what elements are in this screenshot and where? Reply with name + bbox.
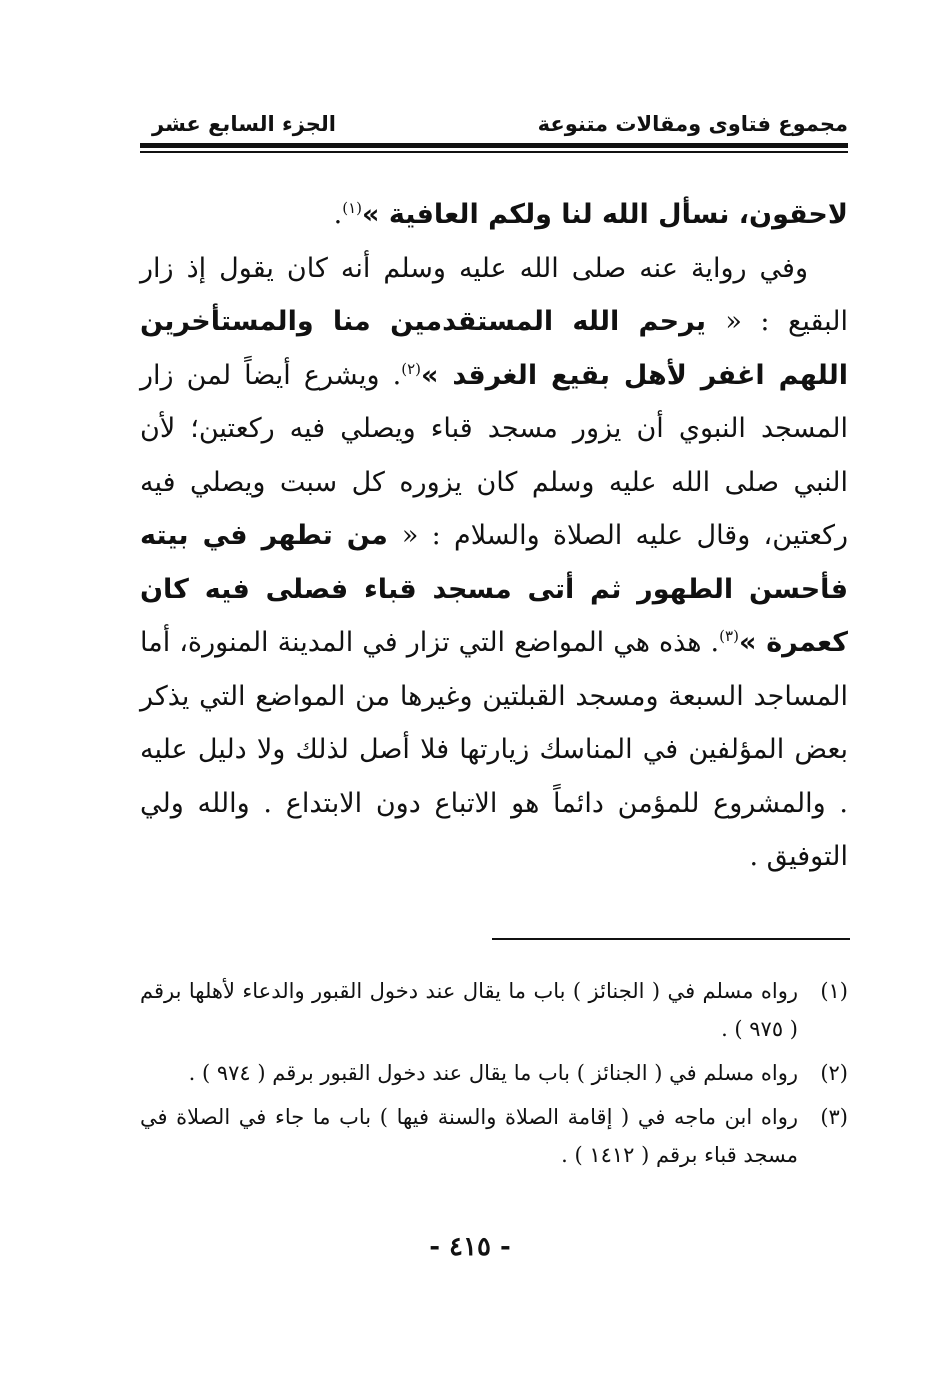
footnotes [140, 972, 848, 1180]
footnote-number: (١) [820, 979, 848, 1003]
paragraph-2-end: . هذه هي المواضع التي تزار في المدينة المنورة، أما المساجد السبعة ومسجد القبلتين وغيرها من المواضع التي يذكر بعض المؤلفين في المناسك زيارتها فلا أصل لذلك ولا دليل عليه . والمشروع للمؤمن دائماً هو الاتباع دون الابتداع . والله ولي التوفيق . [140, 627, 848, 872]
footnote-number: (٣) [820, 1105, 848, 1129]
running-header [140, 108, 848, 142]
hadith-quote-3: من تطهر في بيته فأحسن الطهور ثم أتى مسجد قباء فصلى فيه كان كعمرة » [140, 520, 849, 658]
header-rule-thin [140, 151, 848, 153]
paragraph-2-middle: . ويشرع أيضاً لمن زار المسجد النبوي أن يزور مسجد قباء ويصلي فيه ركعتين؛ لأن النبي صلى الله عليه وسلم كان يزوره كل سبت ويصلي فيه ركعتين، وقال عليه الصلاة والسلام : « [140, 359, 848, 551]
footnote-ref-1[interactable]: (١) [342, 199, 363, 217]
page-number: - ٤١٥ - [429, 1232, 511, 1262]
paragraph-2 [140, 242, 848, 884]
footnote-text: رواه ابن ماجه في ( إقامة الصلاة والسنة فيها ) باب ما جاء في الصلاة في مسجد قباء برقم ( ١٤١٢ ) . [140, 1105, 798, 1167]
footnote-number: (٢) [820, 1061, 848, 1085]
footnote-text: رواه مسلم في ( الجنائز ) باب ما يقال عند دخول القبور برقم ( ٩٧٤ ) . [188, 1061, 798, 1085]
hadith-quote-1: لاحقون، نسأل الله لنا ولكم العافية » [362, 199, 848, 230]
main-text [140, 188, 848, 884]
footnote-ref-2[interactable]: (٢) [401, 359, 422, 378]
paragraph-1-end: . [333, 199, 343, 230]
paragraph-1 [140, 188, 848, 242]
footnote-separator [492, 938, 850, 940]
header-rule-thick [140, 143, 848, 148]
hadith-quote-2: يرحم الله المستقدمين منا والمستأخرين اللهم اغفر لأهل بقيع الغرقد » [140, 306, 849, 391]
footnote [140, 1054, 848, 1092]
book-title: مجموع فتاوى ومقالات متنوعة [537, 112, 848, 136]
footnote [140, 1098, 848, 1174]
footnote-text: رواه مسلم في ( الجنائز ) باب ما يقال عند دخول القبور والدعاء لأهلها برقم ( ٩٧٥ ) . [140, 979, 798, 1041]
paragraph-2-start: وفي رواية عنه صلى الله عليه وسلم أنه كان يقول إذ زار البقيع : « [140, 252, 848, 337]
footnote-ref-3[interactable]: (٣) [719, 627, 739, 645]
volume-label: الجزء السابع عشر [152, 112, 336, 136]
footnote [140, 972, 848, 1048]
